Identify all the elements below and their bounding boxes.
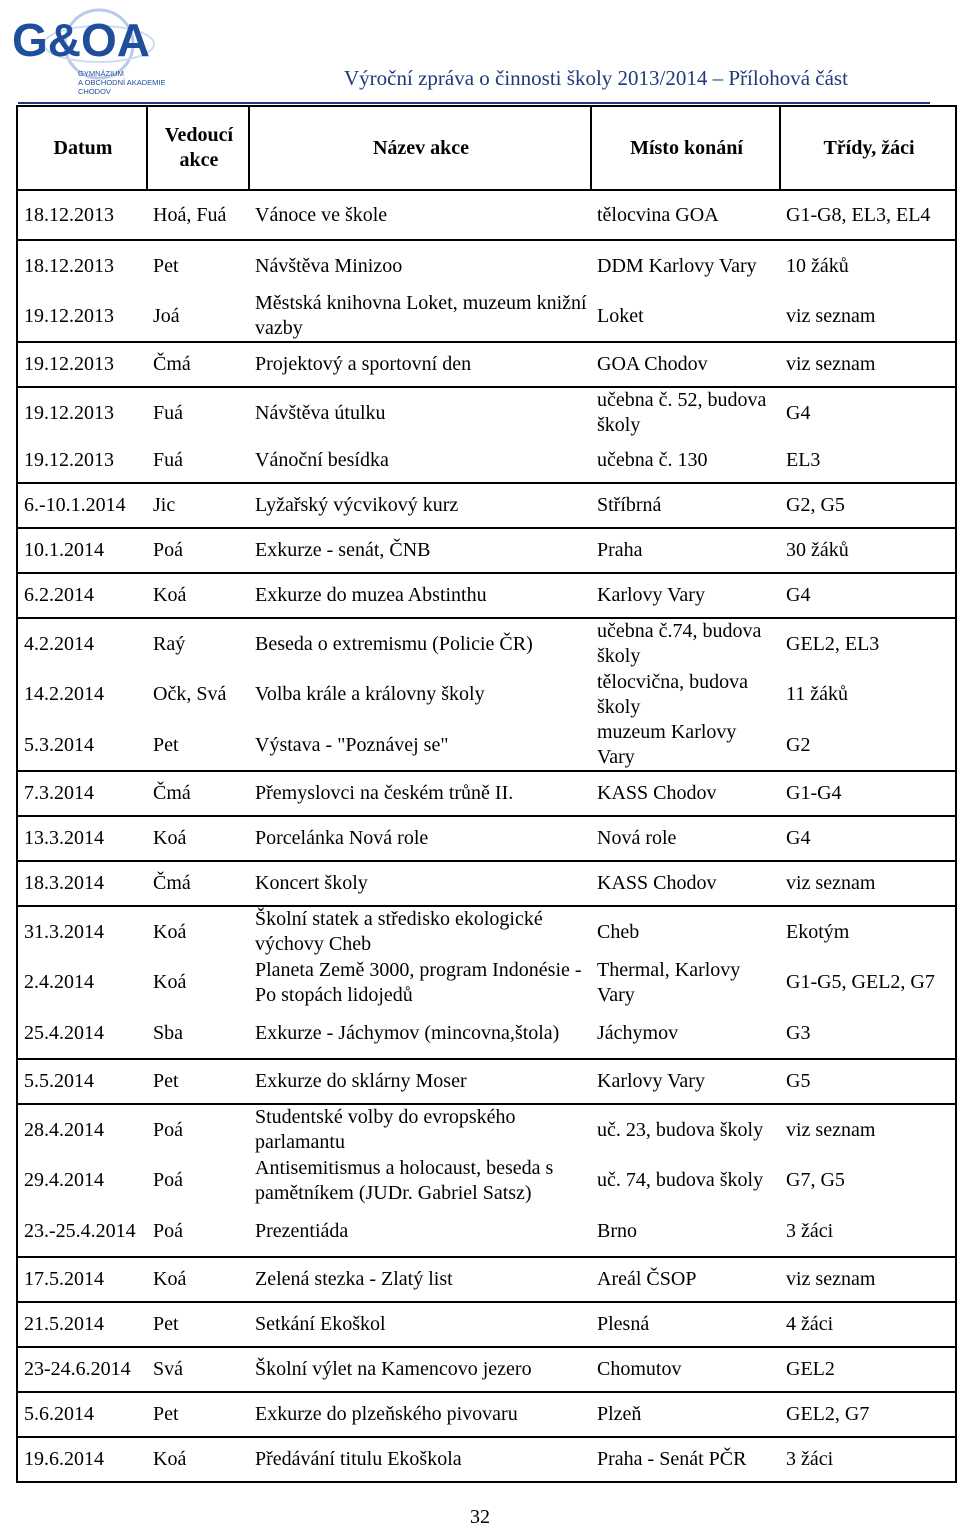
cell-classes: GEL2, EL3 — [780, 618, 956, 669]
cell-name: Setkání Ekoškol — [255, 1313, 386, 1335]
cell-date: 5.5.2014 — [17, 1059, 147, 1104]
cell-place: učebna č. 52, budova školy — [597, 389, 767, 436]
cell-date: 19.12.2013 — [17, 342, 147, 387]
cell-leader: Čmá — [153, 782, 191, 804]
table-row — [17, 861, 956, 906]
cell-date: 31.3.2014 — [17, 906, 147, 957]
cell-leader: Pet — [153, 1403, 179, 1425]
cell-classes: viz seznam — [780, 342, 956, 387]
cell-name: Koncert školy — [255, 872, 368, 894]
cell-place: Thermal, Karlovy Vary — [597, 958, 741, 1006]
table-row — [17, 1437, 956, 1482]
cell-place: Cheb — [597, 920, 640, 943]
cell-leader: Pet — [153, 733, 179, 756]
table-row — [17, 483, 956, 528]
table-row — [17, 190, 956, 240]
cell-classes: GEL2, G7 — [780, 1392, 956, 1437]
cell-leader: Koá — [153, 1448, 187, 1470]
cell-classes: viz seznam — [780, 1104, 956, 1155]
table-row — [17, 1257, 956, 1302]
school-logo-graphic — [4, 4, 194, 100]
events-table — [16, 105, 957, 1483]
cell-classes: G4 — [780, 387, 956, 438]
cell-date: 19.12.2013 — [17, 291, 147, 342]
cell-place: KASS Chodov — [597, 872, 717, 894]
table-row — [17, 528, 956, 573]
cell-classes: G1-G8, EL3, EL4 — [780, 190, 956, 240]
cell-leader: Hoá, Fuá — [153, 203, 227, 226]
cell-name: Porcelánka Nová role — [255, 827, 429, 849]
table-row — [17, 1104, 956, 1155]
cell-date: 18.12.2013 — [17, 190, 147, 240]
table-row — [17, 1059, 956, 1104]
cell-place: Brno — [597, 1219, 637, 1242]
cell-leader: Sba — [153, 1021, 183, 1044]
cell-classes: G1-G5, GEL2, G7 — [780, 957, 956, 1008]
table-row — [17, 573, 956, 618]
cell-name: Prezentiáda — [255, 1219, 349, 1242]
logo-subtitle-line: CHODOV — [78, 87, 111, 96]
cell-leader: Čmá — [153, 872, 191, 894]
table-row — [17, 291, 956, 342]
cell-date: 7.3.2014 — [17, 771, 147, 816]
cell-leader: Jic — [153, 494, 176, 516]
logo-subtitle-line: GYMNÁZIUM — [78, 69, 124, 78]
cell-leader: Pet — [153, 1070, 179, 1092]
cell-date: 6.-10.1.2014 — [17, 483, 147, 528]
cell-name: Exkurze - Jáchymov (mincovna,štola) — [255, 1021, 560, 1044]
cell-date: 2.4.2014 — [17, 957, 147, 1008]
cell-place: tělocvina GOA — [597, 203, 719, 226]
cell-name: Školní statek a středisko ekologické výchovy Cheb — [255, 908, 543, 955]
cell-name: Zelená stezka - Zlatý list — [255, 1268, 453, 1290]
cell-place: GOA Chodov — [597, 353, 708, 375]
report-title: Výroční zpráva o činnosti školy 2013/2014 – Přílohová část — [344, 66, 848, 90]
cell-classes: GEL2 — [780, 1347, 956, 1392]
table-header-row — [17, 106, 956, 190]
cell-place: tělocvična, budova školy — [597, 670, 749, 718]
cell-date: 29.4.2014 — [17, 1155, 147, 1206]
cell-leader: Koá — [153, 920, 187, 943]
table-row — [17, 240, 956, 291]
cell-place: uč. 74, budova školy — [597, 1169, 764, 1191]
cell-name: Exkurze - senát, ČNB — [255, 539, 431, 561]
logo-subtitle-line: A OBCHODNÍ AKADEMIE — [78, 78, 166, 87]
cell-leader: Očk, Svá — [153, 683, 227, 705]
cell-leader: Poá — [153, 1169, 183, 1191]
cell-name: Exkurze do plzeňského pivovaru — [255, 1403, 518, 1425]
cell-name: Vánoce ve škole — [255, 203, 388, 226]
cell-name: Lyžařský výcvikový kurz — [255, 494, 459, 516]
cell-classes: Ekotým — [780, 906, 956, 957]
cell-place: DDM Karlovy Vary — [597, 254, 757, 277]
cell-date: 14.2.2014 — [17, 669, 147, 720]
cell-leader: Poá — [153, 1219, 183, 1242]
cell-place: Praha - Senát PČR — [597, 1448, 747, 1470]
cell-leader: Fuá — [153, 448, 183, 471]
cell-place: Areál ČSOP — [597, 1268, 697, 1290]
cell-name: Výstava - "Poznávej se" — [255, 733, 449, 756]
cell-leader: Pet — [153, 254, 179, 277]
cell-classes: 3 žáci — [780, 1437, 956, 1482]
cell-name: Planeta Země 3000, program Indonésie - Po stopách lidojedů — [255, 958, 582, 1006]
cell-name: Studentské volby do evropského parlamantu — [255, 1106, 516, 1153]
cell-place: Chomutov — [597, 1358, 682, 1380]
cell-classes: EL3 — [780, 438, 956, 483]
cell-classes: G1-G4 — [780, 771, 956, 816]
column-header-name: Název akce — [249, 106, 591, 190]
cell-name: Městská knihovna Loket, muzeum knižní vazby — [255, 292, 587, 339]
cell-date: 17.5.2014 — [17, 1257, 147, 1302]
table-row — [17, 906, 956, 957]
cell-date: 23.-25.4.2014 — [17, 1206, 147, 1257]
cell-classes: viz seznam — [780, 1257, 956, 1302]
cell-place: Karlovy Vary — [597, 584, 705, 606]
cell-classes: G3 — [780, 1008, 956, 1059]
cell-date: 23-24.6.2014 — [17, 1347, 147, 1392]
cell-place: Jáchymov — [597, 1021, 679, 1044]
table-row — [17, 618, 956, 669]
cell-classes: G4 — [780, 816, 956, 861]
header-rule — [18, 102, 930, 104]
cell-name: Exkurze do sklárny Moser — [255, 1070, 467, 1092]
cell-leader: Raý — [153, 632, 186, 655]
cell-place: Praha — [597, 539, 643, 561]
cell-name: Volba krále a královny školy — [255, 683, 485, 705]
cell-classes: viz seznam — [780, 861, 956, 906]
cell-place: KASS Chodov — [597, 782, 717, 804]
cell-place: Stříbrná — [597, 494, 662, 516]
cell-date: 21.5.2014 — [17, 1302, 147, 1347]
cell-place: Plesná — [597, 1313, 650, 1335]
cell-name: Projektový a sportovní den — [255, 353, 472, 375]
school-logo — [4, 4, 194, 100]
cell-place: muzeum Karlovy Vary — [597, 721, 737, 768]
table-row — [17, 342, 956, 387]
page-number: 32 — [470, 1506, 490, 1528]
cell-date: 4.2.2014 — [17, 618, 147, 669]
cell-classes: G4 — [780, 573, 956, 618]
cell-name: Předávání titulu Ekoškola — [255, 1448, 462, 1470]
logo-text: G&OA — [12, 14, 150, 66]
cell-leader: Koá — [153, 584, 187, 606]
cell-date: 28.4.2014 — [17, 1104, 147, 1155]
table-row — [17, 669, 956, 720]
cell-date: 19.6.2014 — [17, 1437, 147, 1482]
cell-leader: Fuá — [153, 401, 183, 424]
cell-leader: Koá — [153, 971, 187, 993]
table-row — [17, 816, 956, 861]
table-row — [17, 1008, 956, 1059]
cell-classes: G2 — [780, 720, 956, 771]
column-header-classes: Třídy, žáci — [780, 106, 956, 190]
column-header-date: Datum — [17, 106, 147, 190]
cell-date: 18.12.2013 — [17, 240, 147, 291]
cell-name: Školní výlet na Kamencovo jezero — [255, 1358, 532, 1380]
cell-date: 18.3.2014 — [17, 861, 147, 906]
cell-name: Přemyslovci na českém trůně II. — [255, 782, 514, 804]
cell-place: Loket — [597, 304, 644, 327]
cell-classes: G2, G5 — [780, 483, 956, 528]
cell-classes: G7, G5 — [780, 1155, 956, 1206]
cell-place: učebna č.74, budova školy — [597, 620, 762, 667]
column-header-place: Místo konání — [591, 106, 780, 190]
table-row — [17, 1302, 956, 1347]
cell-leader: Joá — [153, 304, 180, 327]
cell-place: uč. 23, budova školy — [597, 1118, 764, 1141]
cell-name: Exkurze do muzea Abstinthu — [255, 584, 487, 606]
table-row — [17, 771, 956, 816]
cell-place: Nová role — [597, 827, 677, 849]
table-row — [17, 957, 956, 1008]
cell-leader: Svá — [153, 1358, 183, 1380]
cell-date: 25.4.2014 — [17, 1008, 147, 1059]
table-row — [17, 1392, 956, 1437]
cell-classes: 4 žáci — [780, 1302, 956, 1347]
column-header-leader: Vedoucí akce — [147, 106, 249, 190]
table-row — [17, 1206, 956, 1257]
cell-classes: G5 — [780, 1059, 956, 1104]
cell-leader: Koá — [153, 827, 187, 849]
cell-date: 10.1.2014 — [17, 528, 147, 573]
cell-date: 19.12.2013 — [17, 387, 147, 438]
table-row — [17, 387, 956, 438]
cell-classes: 30 žáků — [780, 528, 956, 573]
cell-leader: Koá — [153, 1268, 187, 1290]
cell-classes: viz seznam — [780, 291, 956, 342]
cell-date: 6.2.2014 — [17, 573, 147, 618]
cell-leader: Čmá — [153, 353, 191, 375]
cell-place: Karlovy Vary — [597, 1070, 705, 1092]
cell-classes: 10 žáků — [780, 240, 956, 291]
cell-leader: Pet — [153, 1313, 179, 1335]
cell-name: Beseda o extremismu (Policie ČR) — [255, 632, 533, 655]
cell-name: Návštěva Minizoo — [255, 254, 403, 277]
cell-date: 5.3.2014 — [17, 720, 147, 771]
cell-place: učebna č. 130 — [597, 448, 708, 471]
cell-name: Antisemitismus a holocaust, beseda s pamětníkem (JUDr. Gabriel Satsz) — [255, 1156, 554, 1204]
cell-leader: Poá — [153, 1118, 183, 1141]
cell-name: Návštěva útulku — [255, 401, 386, 424]
table-row — [17, 720, 956, 771]
table-row — [17, 438, 956, 483]
cell-place: Plzeň — [597, 1403, 642, 1425]
cell-classes: 11 žáků — [780, 669, 956, 720]
cell-date: 13.3.2014 — [17, 816, 147, 861]
cell-name: Vánoční besídka — [255, 448, 389, 471]
table-row — [17, 1347, 956, 1392]
table-row — [17, 1155, 956, 1206]
cell-classes: 3 žáci — [780, 1206, 956, 1257]
cell-date: 19.12.2013 — [17, 438, 147, 483]
cell-date: 5.6.2014 — [17, 1392, 147, 1437]
cell-leader: Poá — [153, 539, 183, 561]
